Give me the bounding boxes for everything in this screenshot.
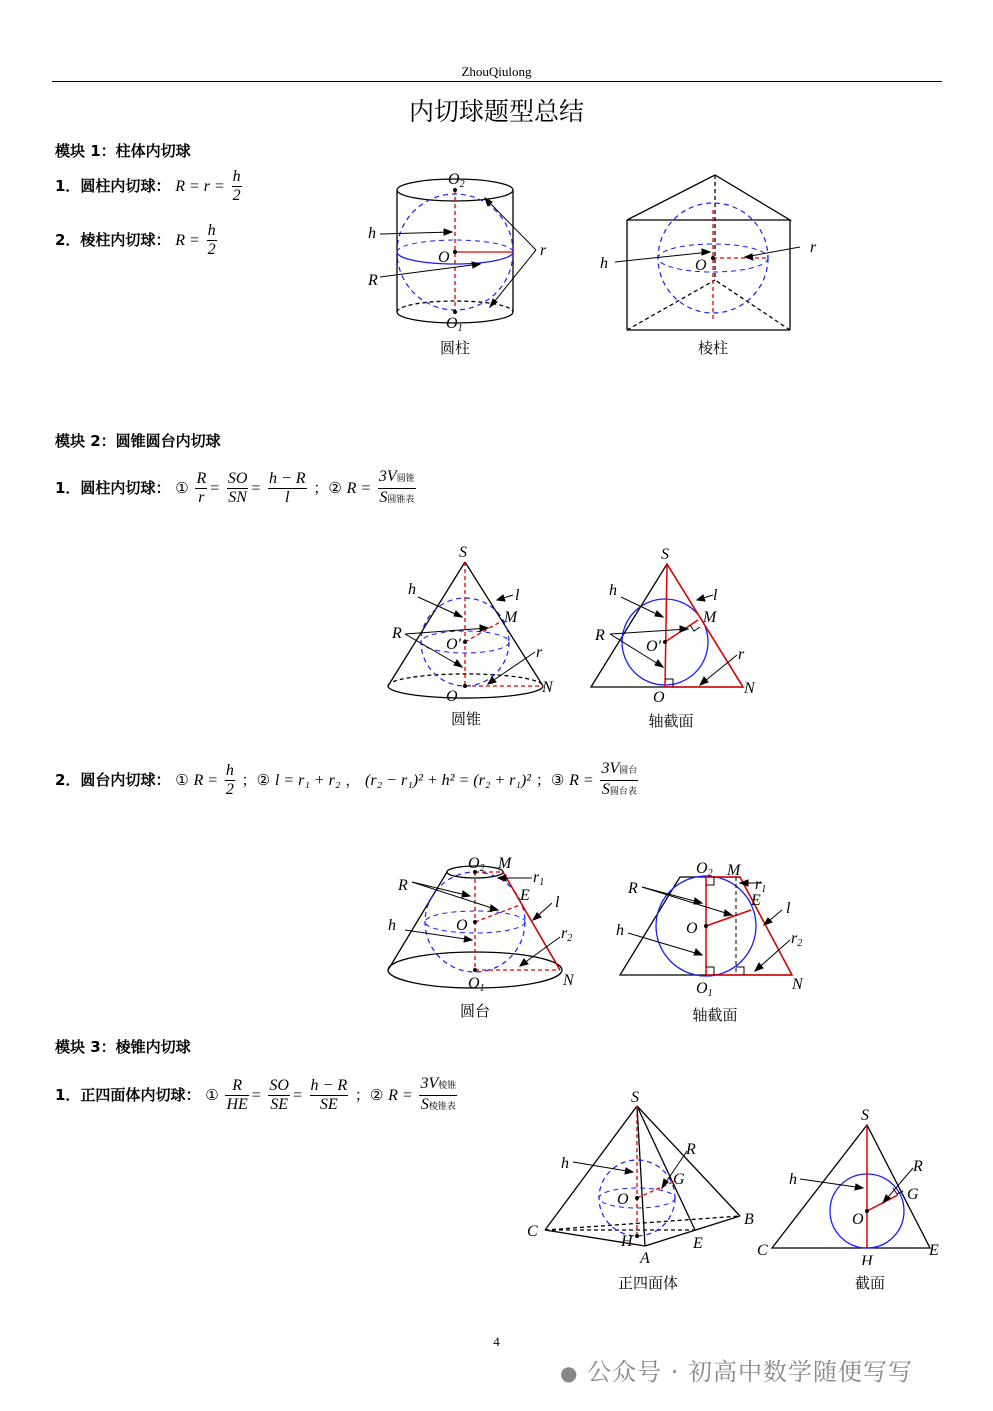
svg-text:S: S	[861, 1107, 869, 1124]
svg-text:E: E	[929, 1242, 939, 1259]
fraction-R-r: $\frac{R}{r}$	[196, 470, 207, 506]
formula-pythagoras: (r₂ − r₁)² + h² = (r₂ + r₁)²	[365, 772, 532, 789]
fraction-hR-l: $\frac{h - R}{l}$	[268, 470, 306, 506]
svg-text:O: O	[686, 920, 698, 937]
fraction-volume-surface-frustum: $\frac{\text{3V圆台}}{\text{S圆台表}}$	[601, 760, 638, 798]
header-rule	[52, 81, 942, 82]
module1-heading: 模块 1：柱体内切球	[55, 142, 191, 160]
svg-text:M: M	[498, 855, 512, 872]
svg-text:O: O	[438, 249, 450, 266]
module3-heading: 模块 3：棱锥内切球	[55, 1038, 191, 1056]
svg-text:A: A	[640, 1250, 650, 1263]
svg-text:r2: r2	[791, 930, 803, 949]
fraction-SO-SN: $\frac{SO}{SN}$	[227, 470, 248, 506]
svg-text:H: H	[861, 1253, 873, 1265]
comma: ，	[345, 771, 361, 789]
svg-text:h: h	[616, 922, 624, 939]
svg-text:C: C	[757, 1242, 768, 1259]
svg-text:O: O	[852, 1211, 864, 1228]
fraction-hR-SE: $\frac{h - R}{SE}$	[310, 1077, 348, 1113]
svg-text:N: N	[792, 976, 803, 993]
svg-text:l: l	[713, 587, 718, 604]
caption-cone: 圆锥	[450, 710, 481, 728]
svg-text:h: h	[388, 917, 396, 934]
module1-item2	[55, 222, 219, 259]
svg-text:S: S	[661, 546, 669, 563]
svg-text:O2: O2	[468, 855, 485, 874]
svg-text:O: O	[456, 917, 468, 934]
svg-text:R: R	[686, 1141, 696, 1158]
svg-text:r: r	[540, 242, 547, 259]
module2-item1-label: 1．圆柱内切球：	[55, 479, 171, 497]
fraction-volume-surface-pyramid: $\frac{\text{3V棱锥}}{\text{S棱锥表}}$	[420, 1075, 457, 1113]
svg-text:r2: r2	[561, 925, 573, 944]
svg-text:O: O	[695, 257, 707, 274]
svg-text:r1: r1	[533, 869, 545, 888]
tetrahedron-diagram	[525, 1088, 770, 1263]
circled-2: ；②	[354, 1086, 384, 1104]
circled-1: ①	[205, 1086, 219, 1104]
cone-axial-diagram	[585, 542, 775, 707]
svg-text:G: G	[673, 1171, 685, 1188]
svg-text:N: N	[563, 972, 574, 989]
svg-text:N: N	[744, 680, 755, 697]
svg-text:O1: O1	[468, 975, 485, 994]
svg-text:O: O	[446, 688, 458, 705]
svg-text:l: l	[786, 900, 791, 917]
module1-item1	[55, 168, 244, 205]
svg-text:l: l	[515, 587, 520, 604]
svg-text:O′: O′	[446, 636, 462, 653]
svg-text:h: h	[789, 1171, 797, 1188]
svg-text:O2: O2	[696, 860, 713, 879]
wechat-icon: ●	[560, 1361, 579, 1385]
svg-text:O′: O′	[646, 638, 662, 655]
circled-1: ①	[175, 771, 189, 789]
svg-text:R: R	[398, 877, 408, 894]
svg-text:S: S	[631, 1089, 639, 1106]
module3-item1-label: 1．正四面体内切球：	[55, 1086, 201, 1104]
svg-text:r: r	[810, 239, 817, 256]
svg-text:h: h	[368, 225, 376, 242]
module1-item1-formula: R = r =	[175, 178, 225, 195]
svg-text:r: r	[738, 646, 745, 663]
module2-item2-label: 2．圆台内切球：	[55, 771, 171, 789]
caption-frustum: 圆台	[459, 1002, 490, 1020]
fraction-h-2: $\frac{h}{2}$	[225, 762, 234, 798]
fraction-SO-SE: $\frac{SO}{SE}$	[269, 1077, 289, 1113]
svg-text:O2: O2	[448, 172, 465, 190]
svg-text:R: R	[913, 1158, 923, 1175]
module1-item2-formula: R =	[175, 232, 200, 249]
caption-cone-axial: 轴截面	[648, 712, 694, 730]
svg-text:R: R	[628, 880, 638, 897]
svg-text:O1: O1	[696, 980, 713, 999]
svg-text:O: O	[617, 1191, 629, 1208]
caption-frustum-axial: 轴截面	[692, 1006, 738, 1024]
svg-text:r1: r1	[755, 876, 767, 895]
section-diagram	[755, 1100, 945, 1265]
prism-diagram	[595, 170, 835, 335]
svg-text:S: S	[459, 544, 467, 561]
svg-text:R: R	[392, 625, 402, 642]
svg-text:M: M	[727, 862, 741, 879]
svg-text:E: E	[693, 1235, 703, 1252]
module3-item1: 1．正四面体内切球： ① $\frac{R}{HE}$ = $\frac{SO}{SE}$ = $\frac{h - R}{SE}$ ；② R = $\frac{\text{3V棱锥}}{\text{S棱锥表}}$	[55, 1075, 459, 1116]
svg-text:E: E	[520, 887, 530, 904]
caption-cylinder: 圆柱	[439, 339, 470, 357]
svg-text:h: h	[561, 1155, 569, 1172]
svg-text:h: h	[600, 255, 608, 272]
page-number: 4	[493, 1334, 500, 1349]
svg-text:r: r	[536, 644, 543, 661]
svg-text:H: H	[621, 1233, 633, 1250]
circled-3: ；③	[535, 771, 565, 789]
watermark	[560, 1352, 913, 1387]
cylinder-diagram	[360, 172, 560, 337]
module2-heading: 模块 2：圆锥圆台内切球	[55, 432, 221, 450]
svg-text:M: M	[703, 609, 717, 626]
svg-text:R: R	[595, 627, 605, 644]
svg-text:B: B	[744, 1211, 754, 1228]
fraction-h-2: $\frac{h}{2}$	[232, 168, 241, 204]
svg-text:O: O	[653, 689, 665, 706]
svg-text:h: h	[408, 581, 416, 598]
watermark-text: 公众号 · 初高中数学随便写写	[587, 1358, 913, 1386]
cone-diagram	[380, 542, 570, 707]
module2-item1: 1．圆柱内切球： ① $\frac{R}{r}$ = $\frac{SO}{SN}$ = $\frac{h - R}{l}$ ；② R = $\frac{\text{3V圆锥}}{\text{S圆锥表}}$	[55, 468, 418, 509]
module1-item2-label: 2．棱柱内切球：	[55, 231, 171, 249]
svg-text:M: M	[504, 609, 518, 626]
circled-2: ；②	[313, 479, 342, 497]
svg-text:G: G	[907, 1186, 919, 1203]
frustum-diagram	[380, 850, 580, 1000]
page-header: ZhouQiulong	[461, 64, 532, 79]
svg-text:h: h	[609, 582, 617, 599]
caption-prism: 棱柱	[697, 339, 728, 357]
circled-1: ①	[175, 479, 189, 497]
frustum-axial-diagram	[610, 855, 815, 1000]
fraction-volume-surface-cone: $\frac{\text{3V圆锥}}{\text{S圆锥表}}$	[378, 468, 415, 506]
caption-tetrahedron: 正四面体	[617, 1274, 678, 1292]
fraction-R-HE: $\frac{R}{HE}$	[226, 1077, 248, 1113]
svg-text:E: E	[751, 892, 761, 909]
module1-item1-label: 1．圆柱内切球：	[55, 177, 171, 195]
page-title: 内切球题型总结	[408, 97, 584, 126]
svg-text:l: l	[555, 894, 560, 911]
fraction-h-2: $\frac{h}{2}$	[207, 222, 216, 258]
module2-item2: 2．圆台内切球： ① R = $\frac{h}{2}$ ；② l = r₁ + r₂ ， (r₂ − r₁)² + h² = (r₂ + r₁)² ；③ R = $\frac{\text{3V圆台}}{\text{S圆台表}}$	[55, 760, 640, 801]
caption-section: 截面	[854, 1274, 885, 1292]
circled-2: ；②	[241, 771, 271, 789]
svg-text:C: C	[527, 1223, 538, 1240]
formula-slant: l = r₁ + r₂	[274, 772, 341, 789]
svg-text:O1: O1	[446, 315, 463, 334]
svg-text:R: R	[368, 272, 378, 289]
svg-text:N: N	[542, 679, 553, 696]
